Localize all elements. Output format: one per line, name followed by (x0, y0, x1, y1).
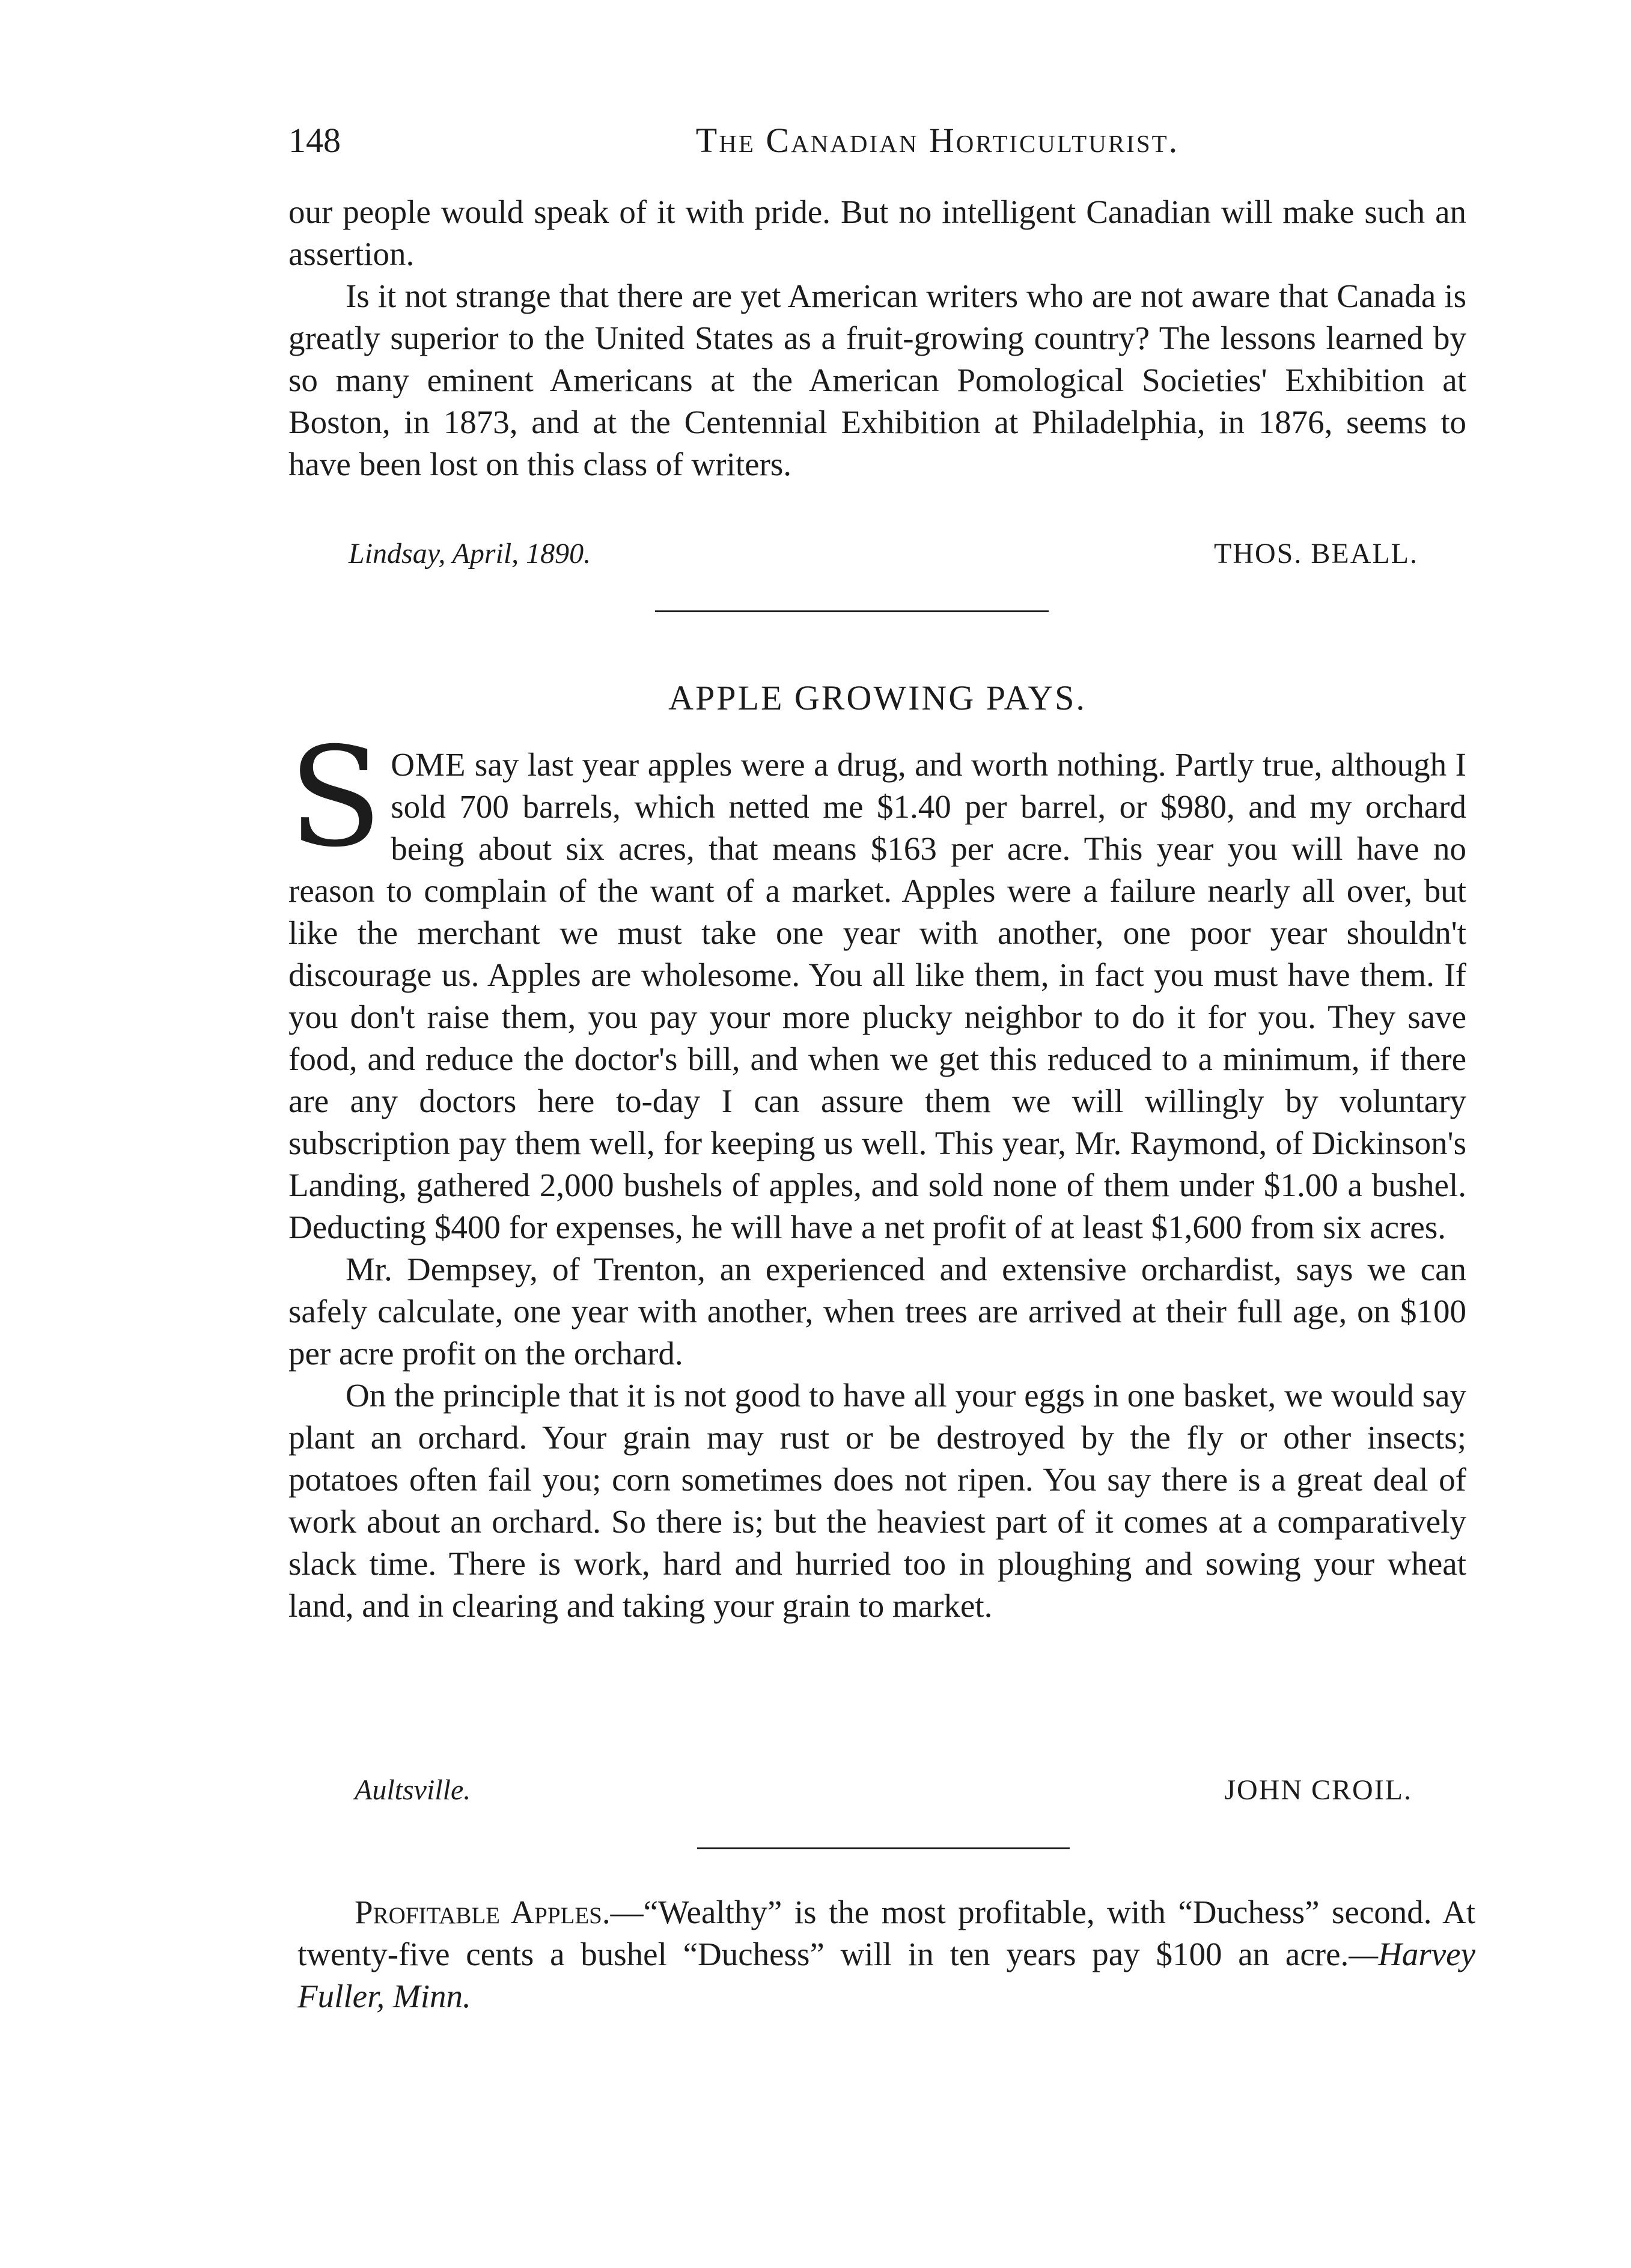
running-title: The Canadian Horticulturist. (695, 121, 1180, 160)
note-label: Profitable Apples. (355, 1894, 611, 1930)
article-body (288, 717, 1466, 1627)
article-paragraph-1 (288, 717, 1466, 1248)
signature-name: JOHN CROIL. (1224, 1774, 1412, 1806)
section-divider (655, 610, 1049, 612)
signature-place: Aultsville. (355, 1774, 471, 1806)
lead-word: OME (391, 746, 466, 783)
note-body: —“Wealthy” is the most profitable, with “Duchess” second. At twenty-five cents a bushel “Duchess” will in ten years pay $100 an acre. (297, 1894, 1475, 1972)
drop-cap: S (288, 717, 383, 877)
note-block (297, 1891, 1475, 2017)
note-attribution: —Harvey Fuller, Minn. (297, 1936, 1475, 2014)
page-number: 148 (288, 121, 341, 160)
article-signature (288, 1774, 1466, 1816)
article-paragraph-3: On the principle that it is not good to have all your eggs in one basket, we would say plant an orchard. Your grain may rust or be destroyed by the fly or other insects; potatoes often fail you; corn sometimes does not ripen. You say there is a great deal of work about an orchard. So there is; but the heaviest part of it comes at a comparatively slack time. There is work, hard and hurried too in ploughing and sowing your wheat land, and in clearing and taking your grain to market. (288, 1377, 1466, 1624)
note-paragraph (297, 1891, 1475, 2017)
continuation-text (288, 191, 1466, 485)
signature-place: Lindsay, April, 1890. (349, 538, 591, 570)
continuation-paragraph-1: our people would speak of it with pride. But no intelligent Canadian will make such an assertion. (288, 193, 1466, 272)
continuation-paragraph-2: Is it not strange that there are yet American writers who are not aware that Canada is greatly superior to the United States as a fruit-growing country? The lessons learned by so many eminent Americans at the American Pomological Societies' Exhibition at Boston, in 1873, and at the Centennial Exhibition at Philadelphia, in 1876, seems to have been lost on this class of writers. (288, 278, 1466, 482)
article-paragraph-2: Mr. Dempsey, of Trenton, an experienced and extensive orchardist, says we can safely calculate, one year with another, when trees are arrived at their full age, on $100 per acre profit on the orchard. (288, 1251, 1466, 1372)
article-title: APPLE GROWING PAYS. (668, 678, 1087, 717)
article-paragraph-1-text: say last year apples were a drug, and worth nothing. Partly true, although I sold 700 barrels, which netted me $1.40 per barrel, or $980, and my orchard being about six acres, that means $163 per acre. This year you will have no reason to complain of the want of a market. Apples were a failure nearly all over, but like the merchant we must take one year with another, one poor year shouldn't discourage us. Apples are wholesome. You all like them, in fact you must have them. If you don't raise them, you pay your more plucky neighbor to do it for you. They save food, and reduce the doctor's bill, and when we get this reduced to a minimum, if there are any doctors here to-day I can assure them we will willingly by voluntary subscription pay them well, for keeping us well. This year, Mr. Raymond, of Dickinson's Landing, gathered 2,000 bushels of apples, and sold none of them under $1.00 a bushel. Deducting $400 for expenses, he will have a net profit of at least $1,600 from six acres. (288, 746, 1466, 1245)
page-header (288, 120, 1466, 168)
section-divider (697, 1847, 1070, 1849)
signature-name: THOS. BEALL. (1214, 538, 1418, 570)
continuation-signature (288, 537, 1466, 579)
